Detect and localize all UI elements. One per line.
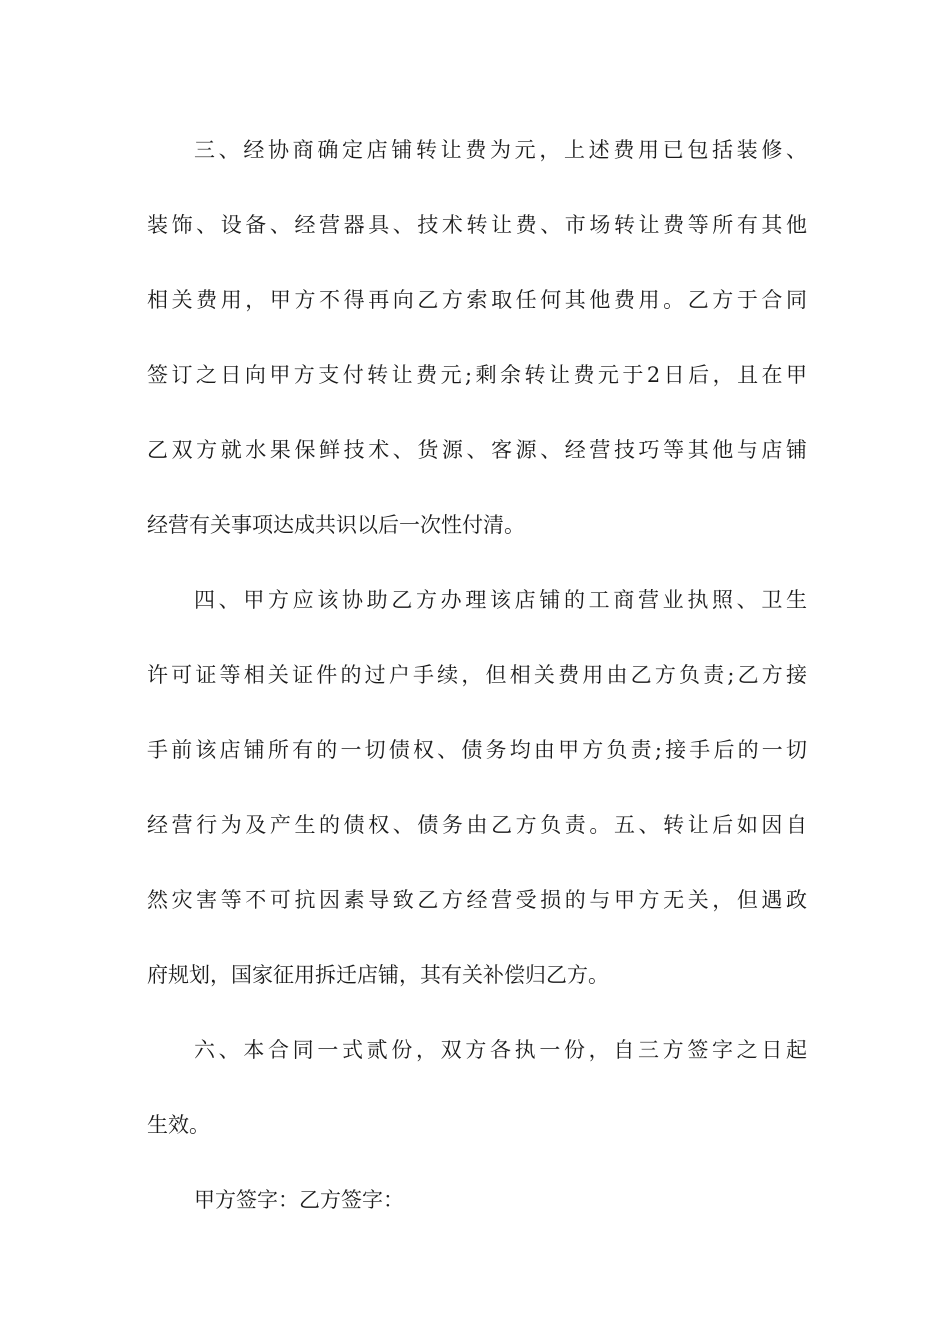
paragraph-4-line-4: 经营行为及产生的债权、债务由乙方负责。五、转让后如因自 (147, 813, 807, 837)
paragraph-3-line-4: 签订之日向甲方支付转让费元;剩余转让费元于2日后，且在甲 (147, 363, 807, 387)
paragraph-4-line-6: 府规划，国家征用拆迁店铺，其有关补偿归乙方。 (147, 963, 609, 987)
paragraph-4-line-1: 四、甲方应该协助乙方办理该店铺的工商营业执照、卫生 (194, 588, 807, 612)
paragraph-4-line-2: 许可证等相关证件的过户手续，但相关费用由乙方负责;乙方接 (147, 663, 807, 687)
paragraph-3-line-5: 乙双方就水果保鲜技术、货源、客源、经营技巧等其他与店铺 (147, 438, 807, 462)
paragraph-3-line-1: 三、经协商确定店铺转让费为元，上述费用已包括装修、 (194, 138, 807, 162)
paragraph-3-line-3: 相关费用，甲方不得再向乙方索取任何其他费用。乙方于合同 (147, 288, 807, 312)
paragraph-3-line-2: 装饰、设备、经营器具、技术转让费、市场转让费等所有其他 (147, 213, 807, 237)
paragraph-6-line-1: 六、本合同一式贰份，双方各执一份，自三方签字之日起 (194, 1038, 807, 1062)
paragraph-6-line-2: 生效。 (147, 1113, 210, 1137)
paragraph-4-line-3: 手前该店铺所有的一切债权、债务均由甲方负责;接手后的一切 (147, 738, 807, 762)
signature-line: 甲方签字：乙方签字： (194, 1188, 404, 1212)
paragraph-3-line-6: 经营有关事项达成共识以后一次性付清。 (147, 513, 525, 537)
paragraph-4-line-5: 然灾害等不可抗因素导致乙方经营受损的与甲方无关，但遇政 (147, 888, 807, 912)
